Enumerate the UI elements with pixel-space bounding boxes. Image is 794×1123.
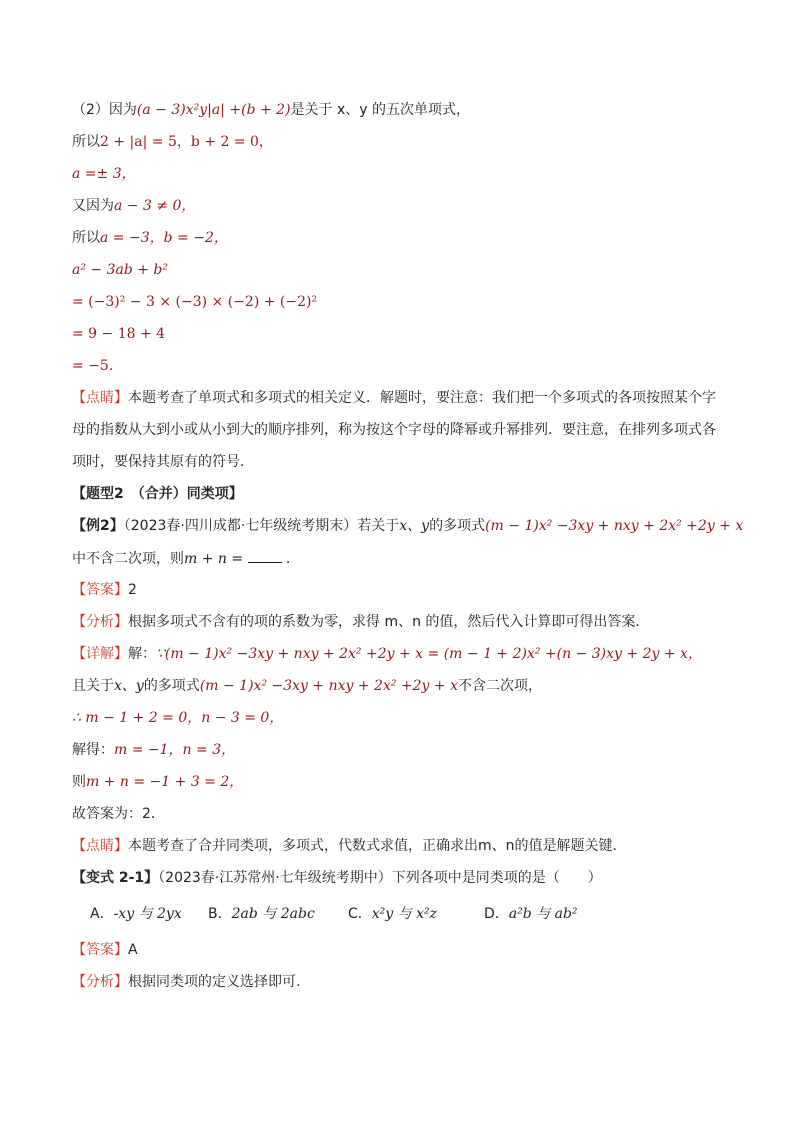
detail-line6: 故答案为：2． [72,806,165,822]
variant2-1-question [72,868,602,888]
option-label: C． [348,906,372,922]
text: 所以 [72,230,100,246]
comment-tag: 【点睛】 [72,838,128,854]
section-heading: 【题型2 （合并）同类项】 [72,486,243,502]
analysis2 [72,972,300,992]
comment1-line1 [72,388,716,408]
text: 解： [128,646,156,662]
option-label: B． [208,906,232,922]
solution-part2-line3: a =± 3， [72,166,136,182]
text: 本题考查了合并同类项，多项式，代数式求值，正确求出m、n的值是解题关键． [128,838,627,854]
analysis1 [72,612,649,632]
text: （2023春·江苏常州·七年级统考期中）下列各项中是同类项的是（ ） [158,870,602,886]
option-label: D． [484,906,509,922]
math-expression: x、y [114,678,144,694]
text: 是关于 x、y 的五次单项式， [290,102,471,118]
solution-part2-line4 [72,196,195,216]
text: 又因为 [72,198,114,214]
detail-tag: 【详解】 [72,646,128,662]
solution-part2-line1 [72,100,470,120]
math-expression: (m − 1)x² −3xy + nxy + 2x² +2y + x [199,678,458,694]
option-d[interactable] [484,904,578,924]
option-a[interactable] [90,904,182,924]
math-expression: (a − 3)x²y|a| +(b + 2) [136,102,291,118]
text: 的多项式 [143,678,200,694]
analysis-tag: 【分析】 [72,614,128,630]
text: 根据多项式不含有的项的系数为零，求得 m、n 的值，然后代入计算即可得出答案． [128,614,650,630]
option-math: x²y 与 x²z [371,906,437,922]
comment2 [72,836,627,856]
example-tag: 【例2】 [72,518,124,534]
solution-part2-line7: = (−3)² − 3 × (−3) × (−2) + (−2)² [72,294,318,310]
detail-line1 [72,644,702,664]
detail-line2 [72,676,542,696]
math-expression: m + n = −1 + 3 = 2， [86,774,244,790]
text: 不含二次项， [457,678,542,694]
solution-part2-line8: = 9 − 18 + 4 [72,326,166,342]
option-math: a²b 与 ab² [508,906,578,922]
text: 则 [72,774,86,790]
detail-line3: ∴ m − 1 + 2 = 0，n − 3 = 0， [72,710,284,726]
answer-value: 2 [128,582,137,598]
math-expression: a = −3，b = −2， [100,230,228,246]
math-expression: m + n = [184,551,244,567]
math-expression: a − 3 ≠ 0， [114,198,196,214]
math-expression: ∵(m − 1)x² −3xy + nxy + 2x² +2y + x = (m − 1 + 2)x² +(n − 3)xy + 2y + x， [156,646,702,662]
option-b[interactable] [208,904,315,924]
answer-tag: 【答案】 [72,942,128,958]
variant-tag: 【变式 2-1】 [72,870,159,886]
answer-value: A [128,942,138,958]
option-label: A． [90,906,114,922]
option-c[interactable] [348,904,437,924]
text: 且关于 [72,678,114,694]
detail-line4 [72,740,235,760]
comment1-line2: 母的指数从大到小或从小到大的顺序排列，称为按这个字母的降幂或升幂排列．要注意，在排列多项式各 [72,422,716,438]
solution-part2-line9: = −5． [72,358,123,374]
answer-tag: 【答案】 [72,582,128,598]
answer1 [72,580,137,600]
math-expression: x、y [399,518,430,534]
math-expression: 2 + |a| = 5，b + 2 = 0， [100,134,273,150]
analysis-tag: 【分析】 [72,974,128,990]
text: （2023春·四川成都·七年级统考期末）若关于 [123,518,400,534]
answer2 [72,940,138,960]
text: 所以 [72,134,100,150]
text: 本题考查了单项式和多项式的相关定义．解题时，要注意：我们把一个多项式的各项按照某个字 [128,390,716,406]
solution-part2-line5 [72,228,228,248]
math-expression: (m − 1)x² −3xy + nxy + 2x² +2y + x [485,518,744,534]
text: 根据同类项的定义选择即可. [128,974,301,990]
option-math: 2ab 与 2abc [231,906,315,922]
text: 解得： [72,742,114,758]
solution-part2-line6: a² − 3ab + b² [72,262,169,278]
detail-line5 [72,772,243,792]
text: （2）因为 [72,102,137,118]
text: ． [286,551,301,567]
comment1-line3: 项时，要保持其原有的符号． [72,454,254,470]
comment-tag: 【点睛】 [72,390,128,406]
math-expression: m = −1，n = 3， [114,742,236,758]
text: 的多项式 [429,518,486,534]
solution-part2-line2 [72,132,273,152]
option-math: -xy 与 2yx [113,906,182,922]
text: 中不含二次项，则 [72,551,184,567]
example2-line2 [72,548,300,569]
answer-blank[interactable] [248,548,282,563]
example2-line1 [72,516,743,536]
